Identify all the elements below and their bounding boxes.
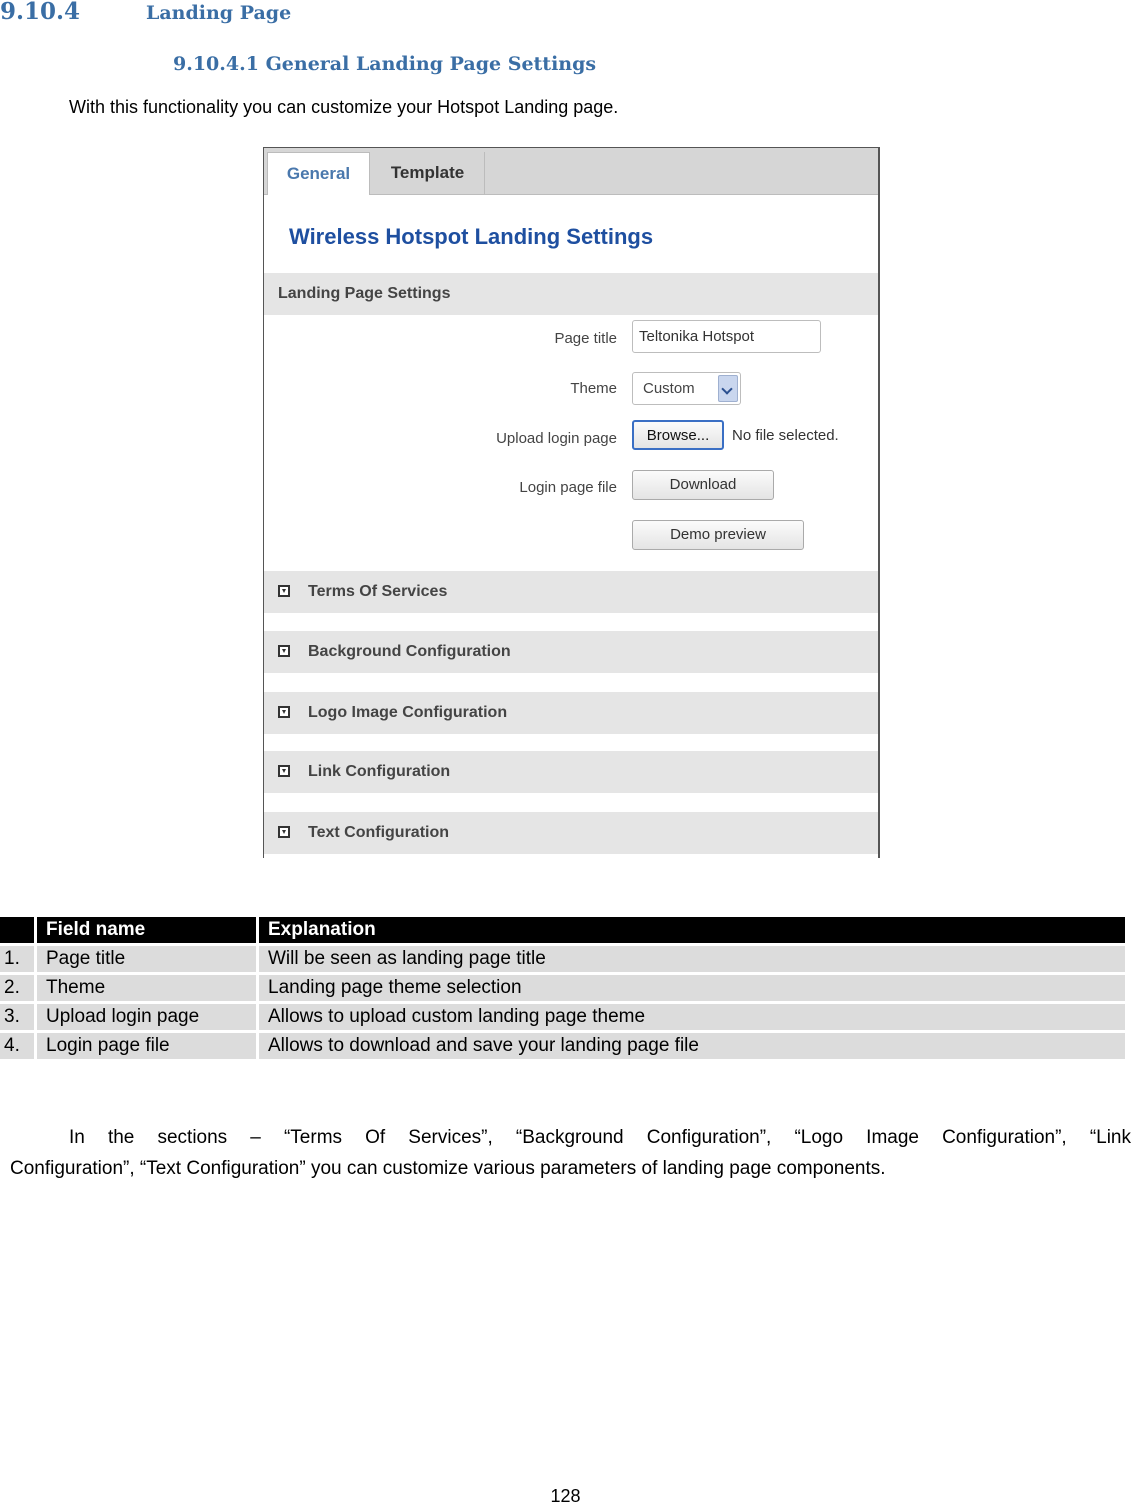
table-cell: Upload login page [37, 1004, 256, 1030]
expand-icon[interactable] [278, 645, 290, 657]
terms-of-services-section[interactable] [264, 571, 878, 613]
settings-title: Wireless Hotspot Landing Settings [289, 224, 654, 249]
table-header-cell: Explanation [259, 917, 1125, 943]
table-cell: Allows to download and save your landing page file [259, 1033, 1125, 1059]
upload-login-page-label: Upload login page [496, 430, 617, 447]
table-header-cell [0, 917, 34, 943]
text-configuration-section[interactable] [264, 812, 878, 854]
expand-icon[interactable] [278, 585, 290, 597]
table-cell: Theme [37, 975, 256, 1001]
subsection-title: General Landing Page Settings [265, 53, 597, 75]
expand-icon[interactable] [278, 706, 290, 718]
table-row [0, 946, 1125, 972]
table-cell: 2. [0, 975, 34, 1001]
table-row [0, 1004, 1125, 1030]
background-configuration-section[interactable] [264, 631, 878, 673]
section-label: Terms Of Services [308, 583, 448, 600]
tab-bar [264, 148, 878, 195]
table-cell: Page title [37, 946, 256, 972]
section-label: Background Configuration [308, 643, 511, 660]
section-title: Landing Page [146, 2, 292, 24]
table-header-cell: Field name [37, 917, 256, 943]
table-cell: Landing page theme selection [259, 975, 1125, 1001]
section-label: Landing Page Settings [278, 285, 451, 302]
table-cell: Login page file [37, 1033, 256, 1059]
field-explanation-table [0, 914, 1128, 1062]
tab-template[interactable]: Template [371, 152, 485, 194]
link-configuration-section[interactable] [264, 751, 878, 793]
chevron-down-icon[interactable] [718, 375, 738, 402]
theme-select[interactable] [632, 372, 741, 405]
section-label: Text Configuration [308, 824, 450, 841]
section-label: Link Configuration [308, 763, 451, 780]
table-cell: 4. [0, 1033, 34, 1059]
page-title-label: Page title [554, 330, 617, 347]
expand-icon[interactable] [278, 765, 290, 777]
paragraph-line-2: Configuration”, “Text Configuration” you can customize various parameters of landing page components. [10, 1158, 886, 1179]
page-number: 128 [550, 1486, 581, 1506]
section-number: 9.10.4 [0, 0, 81, 25]
paragraph-line-1: In the sections – “Terms Of Services”, “Background Configuration”, “Logo Image Configuration”, “Link [69, 1127, 1131, 1148]
landing-page-settings-header [264, 273, 878, 315]
no-file-text: No file selected. [732, 427, 839, 444]
demo-preview-button[interactable]: Demo preview [632, 520, 804, 550]
page-title-input[interactable]: Teltonika Hotspot [632, 320, 821, 353]
table-row [0, 975, 1125, 1001]
download-button[interactable]: Download [632, 470, 774, 500]
theme-value: Custom [643, 380, 695, 397]
table-cell: Allows to upload custom landing page theme [259, 1004, 1125, 1030]
logo-image-configuration-section[interactable] [264, 692, 878, 734]
table-cell: Will be seen as landing page title [259, 946, 1125, 972]
sections-paragraph [10, 1122, 1131, 1184]
subsection-number: 9.10.4.1 [173, 53, 259, 75]
login-page-file-label: Login page file [519, 479, 617, 496]
theme-label: Theme [570, 380, 617, 397]
browse-button[interactable]: Browse... [632, 420, 724, 450]
expand-icon[interactable] [278, 826, 290, 838]
landing-settings-screenshot [263, 147, 880, 858]
table-cell: 3. [0, 1004, 34, 1030]
table-cell: 1. [0, 946, 34, 972]
subsection-heading [173, 53, 596, 75]
table-row [0, 1033, 1125, 1059]
tab-general[interactable]: General [267, 152, 370, 195]
intro-text: With this functionality you can customize your Hotspot Landing page. [69, 97, 619, 117]
section-label: Logo Image Configuration [308, 704, 508, 721]
table-header-row [0, 917, 1125, 943]
